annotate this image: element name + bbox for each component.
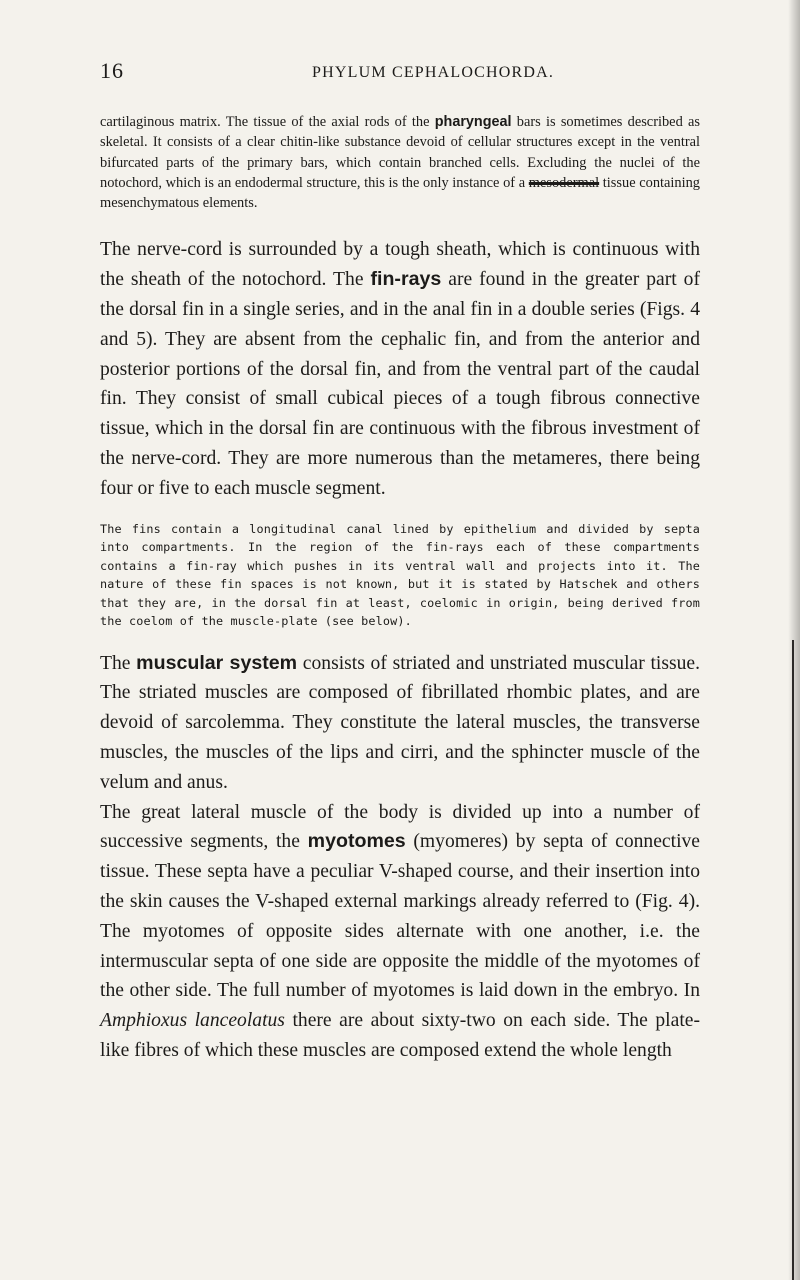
page-edge-shadow: [788, 0, 800, 1280]
paragraph-pharyngeal-bars: [100, 112, 700, 213]
text-run: are found in the greater part of the dorsal fin in a single series, and in the anal fin in a double series (Figs. 4 and 5). They are absent from the cephalic fin, and from the anterior and posterior portions of the dorsal fin, and from the ventral part of the caudal fin. They consist of small cubical pieces of a tough fibrous connective tissue, which in the dorsal fin are continuous with the fibrous investment of the nerve-cord. They are more numerous than the metameres, there being four or five to each muscle segment.: [100, 269, 700, 499]
term-fin-rays: fin-rays: [370, 268, 442, 291]
text-run: cartilaginous matrix. The tissue of the axial rods of the: [100, 114, 435, 130]
paragraph-fin-rays: [100, 235, 700, 503]
term-pharyngeal: pharyngeal: [434, 114, 512, 130]
page-body: [100, 112, 700, 1066]
note-fin-spaces: The fins contain a longitudinal canal lined by epithelium and divided by septa into compartments. In the region of the fin-rays each of these compartments contains a fin-ray which pushes in its ventral wall and projects into it. The nature of these fin spaces is not known, but it is stated by Hatschek and others that they are, in the dorsal fin at least, coelomic in origin, being derived from the coelom of the muscle-plate (see below).: [100, 521, 700, 629]
text-run: (myomeres) by septa of connective tissue. These septa have a peculiar V-shaped course, and their insertion into the skin causes the V-shaped external markings already referred to (Fig. 4). The myotomes of opposite sides alternate with one another, i.e. the intermuscular septa of one side are opposite the middle of the myotomes of the other side. The full number of myotomes is laid down in the embryo. In: [100, 831, 701, 1002]
struck-word: mesodermal: [528, 174, 600, 191]
page-edge-line: [792, 640, 794, 1280]
page-header: [0, 58, 800, 98]
term-myotomes: myotomes: [307, 830, 406, 853]
text-run: tissue containing mesenchymatous elements.: [100, 174, 700, 212]
text-run: there are about sixty-two on each side. The plate-like fibres of which these muscles are composed extend the whole length: [100, 1010, 700, 1062]
species-name: Amphioxus lanceolatus: [100, 1010, 285, 1032]
paragraph-muscular-system: [100, 649, 700, 798]
text-run: The great lateral muscle of the body is divided up into a number of successive segments, the: [100, 801, 700, 853]
term-muscular-system: muscular system: [136, 651, 298, 674]
paragraph-myotomes: [100, 798, 700, 1066]
text-run: bars is sometimes described as skeletal. It consists of a clear chitin-like substance devoid of cellular structures except in the ventral bifurcated parts of the primary bars, which contain branched cells. Excluding the nuclei of the notochord, which is an endodermal structure, this is the only instance of a: [100, 114, 700, 191]
text-run: consists of striated and unstriated muscular tissue. The striated muscles are composed of fibrillated rhombic plates, and are devoid of sarcolemma. They constitute the lateral muscles, the transverse muscles, the muscles of the lips and cirri, and the sphincter muscle of the velum and anus.: [100, 652, 700, 793]
text-run: The: [100, 652, 137, 674]
text-run: The nerve-cord is surrounded by a tough sheath, which is continuous with the sheath of the notochord. The: [100, 239, 700, 291]
running-title: PHYLUM CEPHALOCHORDA.: [312, 64, 555, 81]
page-number: 16: [100, 58, 124, 83]
